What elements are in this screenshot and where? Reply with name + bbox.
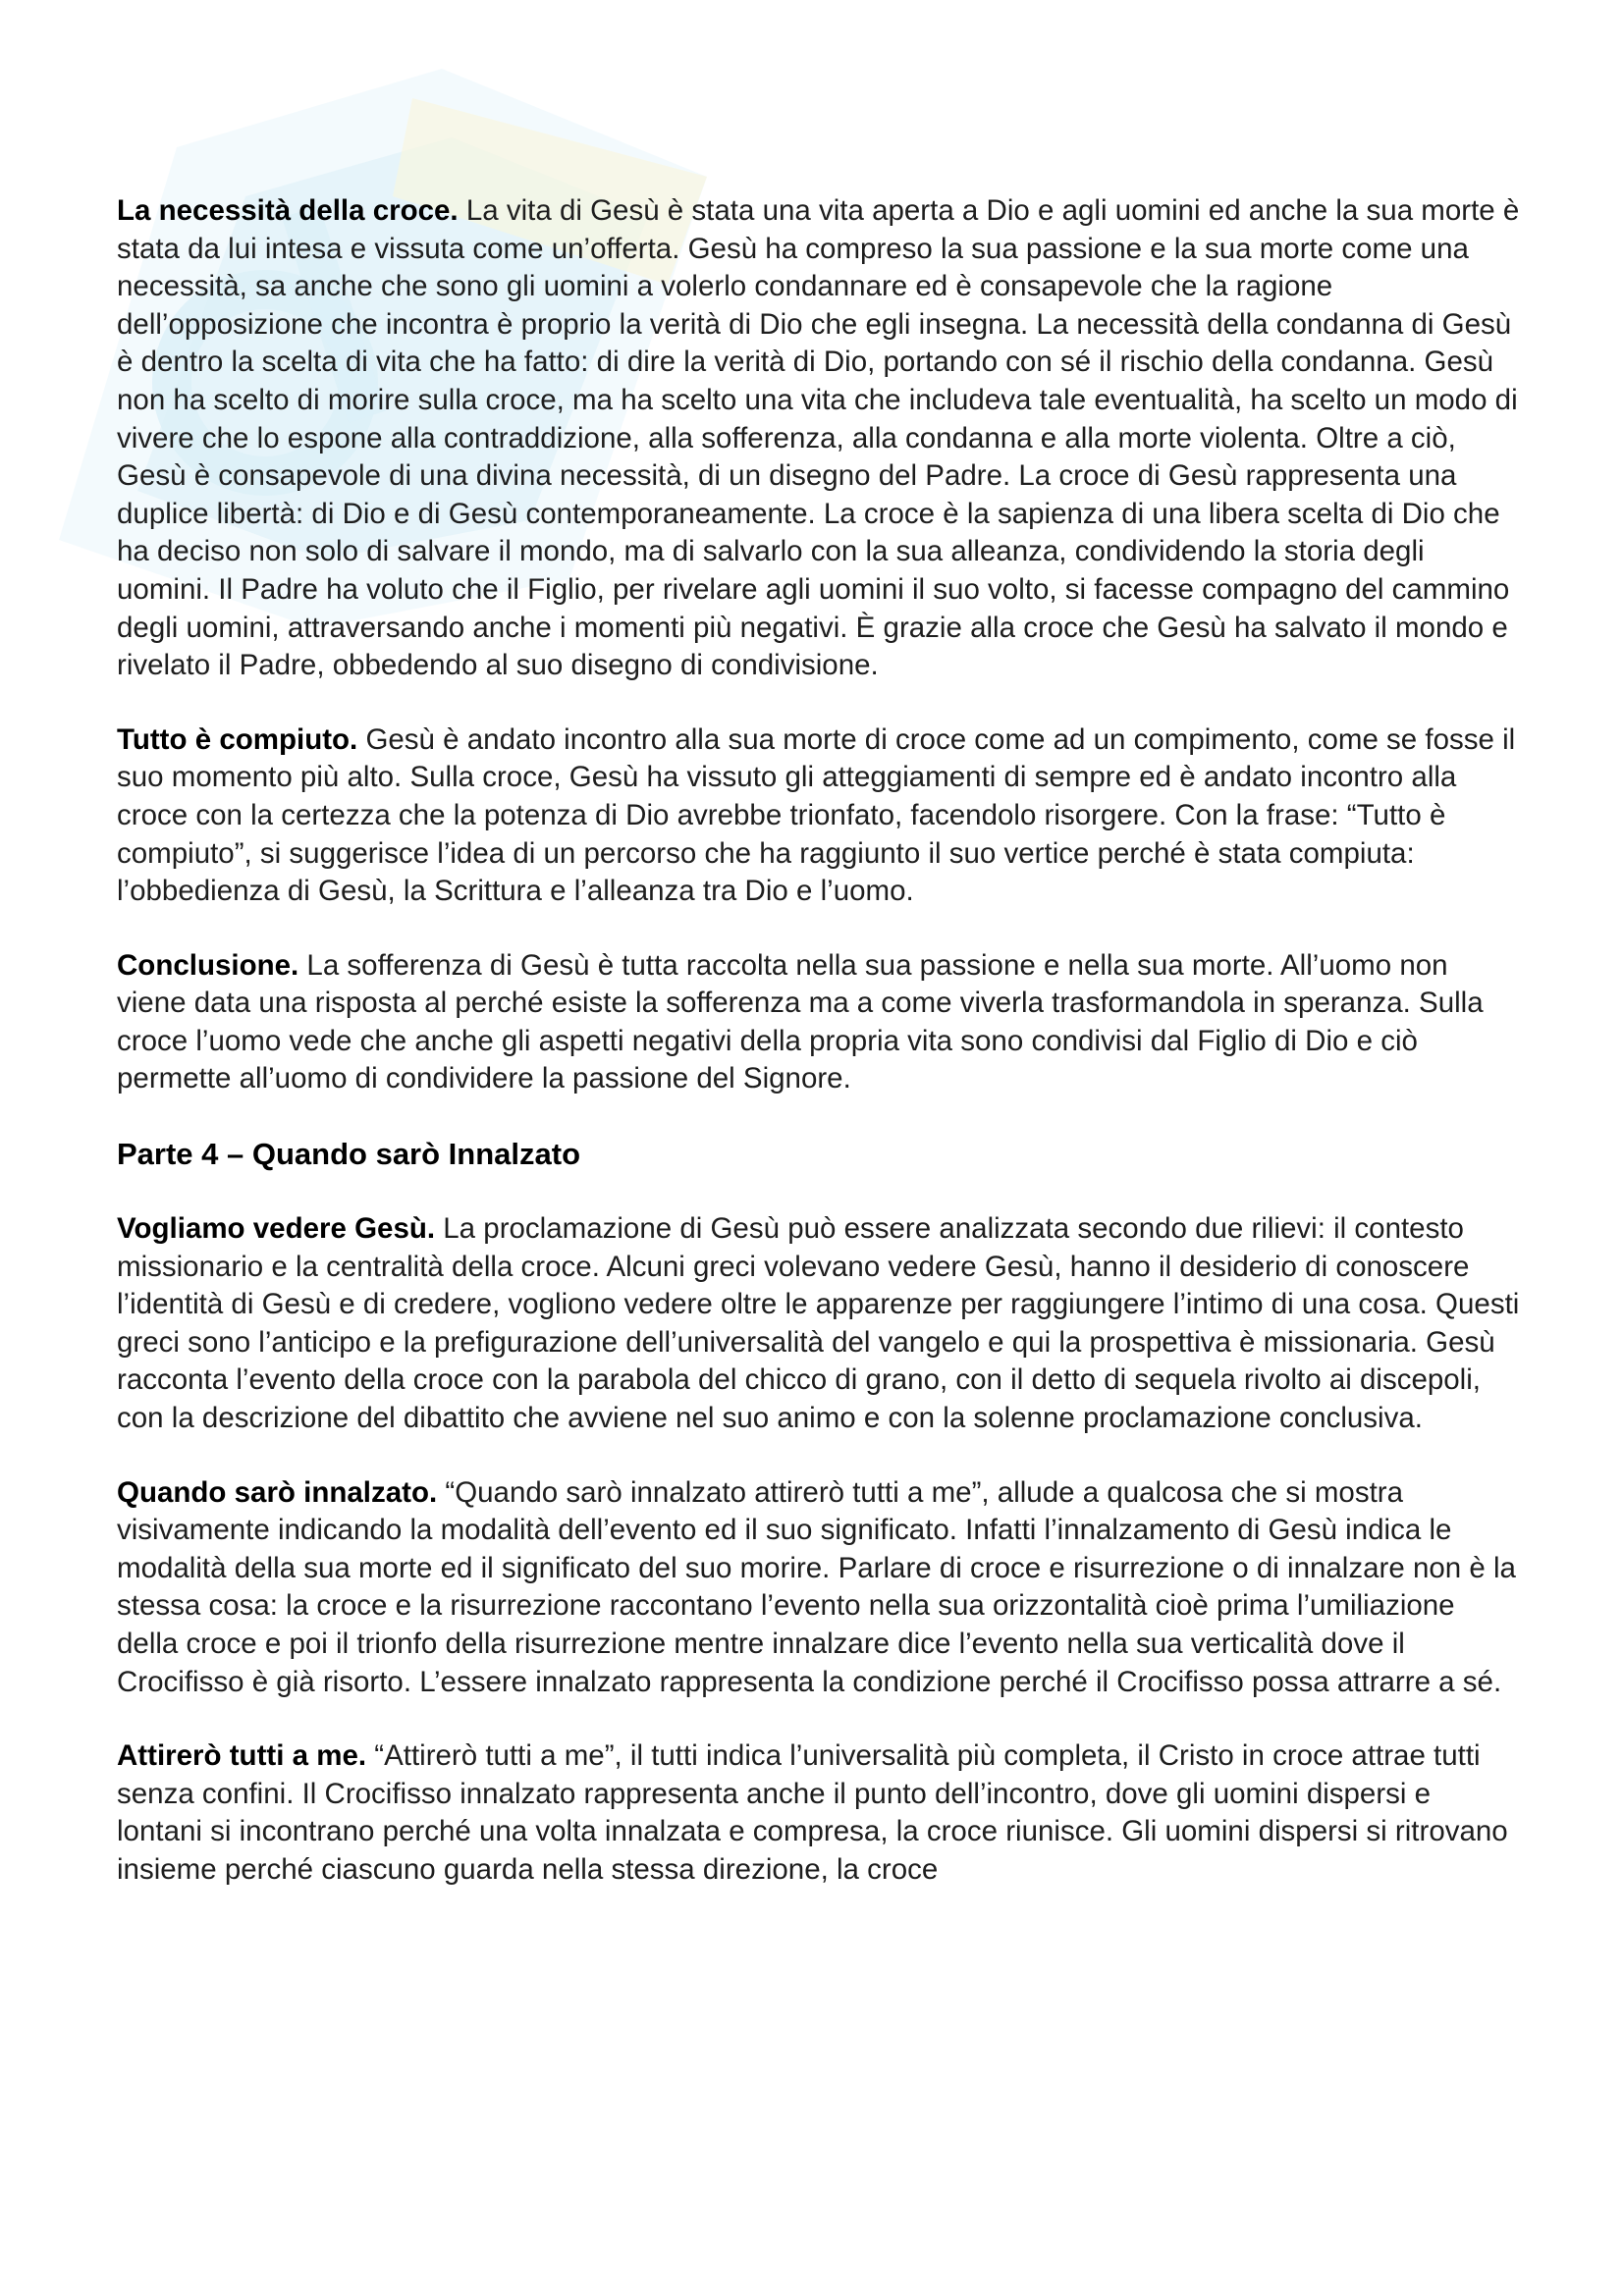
document-body xyxy=(117,192,1523,1926)
paragraph-conclusione xyxy=(117,947,1523,1098)
paragraph-title: La necessità della croce. xyxy=(117,194,459,227)
paragraph-text: “Attirerò tutti a me”, il tutti indica l’universalità più completa, il Cristo in croce attrae tutti senza confini. Il Crocifisso innalzato rappresenta anche il punto dell’incontro, dove gli uomini dispersi e lontani si incontrano perché una volta innalzata e compresa, la croce riunisce. Gli uomini dispersi si ritrovano insieme perché ciascuno guarda nella stessa direzione, la croce xyxy=(117,1739,1508,1886)
paragraph-text: La sofferenza di Gesù è tutta raccolta nella sua passione e nella sua morte. All’uomo non viene data una risposta al perché esiste la sofferenza ma a come viverla trasformandola in speranza. Sulla croce l’uomo vede che anche gli aspetti negativi della propria vita sono condivisi dal Figlio di Dio e ciò permette all’uomo di condividere la passione del Signore. xyxy=(117,948,1484,1095)
paragraph-title: Tutto è compiuto. xyxy=(117,722,358,756)
paragraph-title: Attirerò tutti a me. xyxy=(117,1739,367,1773)
paragraph-text: La proclamazione di Gesù può essere analizzata secondo due rilievi: il contesto missionario e la centralità della croce. Alcuni greci volevano vedere Gesù, hanno il desiderio di conoscere l’identità di Gesù e di credere, vogliono vedere oltre le apparenze per raggiungere l’intimo di una cosa. Questi greci sono l’anticipo e la prefigurazione dell’universalità del vangelo e qui la prospettiva è missionaria. Gesù racconta l’evento della croce con la parabola del chicco di grano, con il detto di sequela rivolto ai discepoli, con la descrizione del dibattito che avviene nel suo animo e con la solenne proclamazione conclusiva. xyxy=(117,1212,1520,1435)
paragraph-text: La vita di Gesù è stata una vita aperta a Dio e agli uomini ed anche la sua morte è stata da lui intesa e vissuta come un’offerta. Gesù ha compreso la sua passione e la sua morte come una necessità, sa anche che sono gli uomini a volerlo condannare ed è consapevole che la ragione dell’opposizione che incontra è proprio la verità di Dio che egli insegna. La necessità della condanna di Gesù è dentro la scelta di vita che ha fatto: di dire la verità di Dio, portando con sé il rischio della condanna. Gesù non ha scelto di morire sulla croce, ma ha scelto una vita che includeva tale eventualità, ha scelto un modo di vivere che lo espone alla contraddizione, alla sofferenza, alla condanna e alla morte violenta. Oltre a ciò, Gesù è consapevole di una divina necessità, di un disegno del Padre. La croce di Gesù rappresenta una duplice libertà: di Dio e di Gesù contemporaneamente. La croce è la sapienza di una libera scelta di Dio che ha deciso non solo di salvare il mondo, ma di salvarlo con la sua alleanza, condividendo la storia degli uomini. Il Padre ha voluto che il Figlio, per rivelare agli uomini il suo volto, si facesse compagno del cammino degli uomini, attraversando anche i momenti più negativi. È grazie alla croce che Gesù ha salvato il mondo e rivelato il Padre, obbedendo al suo disegno di condivisione. xyxy=(117,194,1520,682)
paragraph-vogliamo-vedere xyxy=(117,1210,1523,1438)
paragraph-tutto-compiuto xyxy=(117,721,1523,911)
section-heading: Parte 4 – Quando sarò Innalzato xyxy=(117,1137,581,1172)
paragraph-title: Quando sarò innalzato. xyxy=(117,1475,438,1509)
paragraph-text: “Quando sarò innalzato attirerò tutti a me”, allude a qualcosa che si mostra visivamente indicando la modalità dell’evento ed il suo significato. Infatti l’innalzamento di Gesù indica le modalità della sua morte ed il significato del suo morire. Parlare di croce e risurrezione o di innalzare non è la stessa cosa: la croce e la risurrezione raccontano l’evento nella sua orizzontalità cioè prima l’umiliazione della croce e poi il trionfo della risurrezione mentre innalzare dice l’evento nella sua verticalità dove il Crocifisso è già risorto. L’essere innalzato rappresenta la condizione perché il Crocifisso possa attrarre a sé. xyxy=(117,1475,1516,1698)
paragraph-title: Conclusione. xyxy=(117,948,299,982)
paragraph-text: Gesù è andato incontro alla sua morte di croce come ad un compimento, come se fosse il suo momento più alto. Sulla croce, Gesù ha vissuto gli atteggiamenti di sempre ed è andato incontro alla croce con la certezza che la potenza di Dio avrebbe trionfato, facendolo risorgere. Con la frase: “Tutto è compiuto”, si suggerisce l’idea di un percorso che ha raggiunto il suo vertice perché è stata compiuta: l’obbedienza di Gesù, la Scrittura e l’alleanza tra Dio e l’uomo. xyxy=(117,722,1516,908)
paragraph-attirero-tutti xyxy=(117,1737,1523,1889)
paragraph-necessita-croce xyxy=(117,192,1523,685)
paragraph-quando-innalzato xyxy=(117,1474,1523,1702)
paragraph-title: Vogliamo vedere Gesù. xyxy=(117,1212,436,1246)
